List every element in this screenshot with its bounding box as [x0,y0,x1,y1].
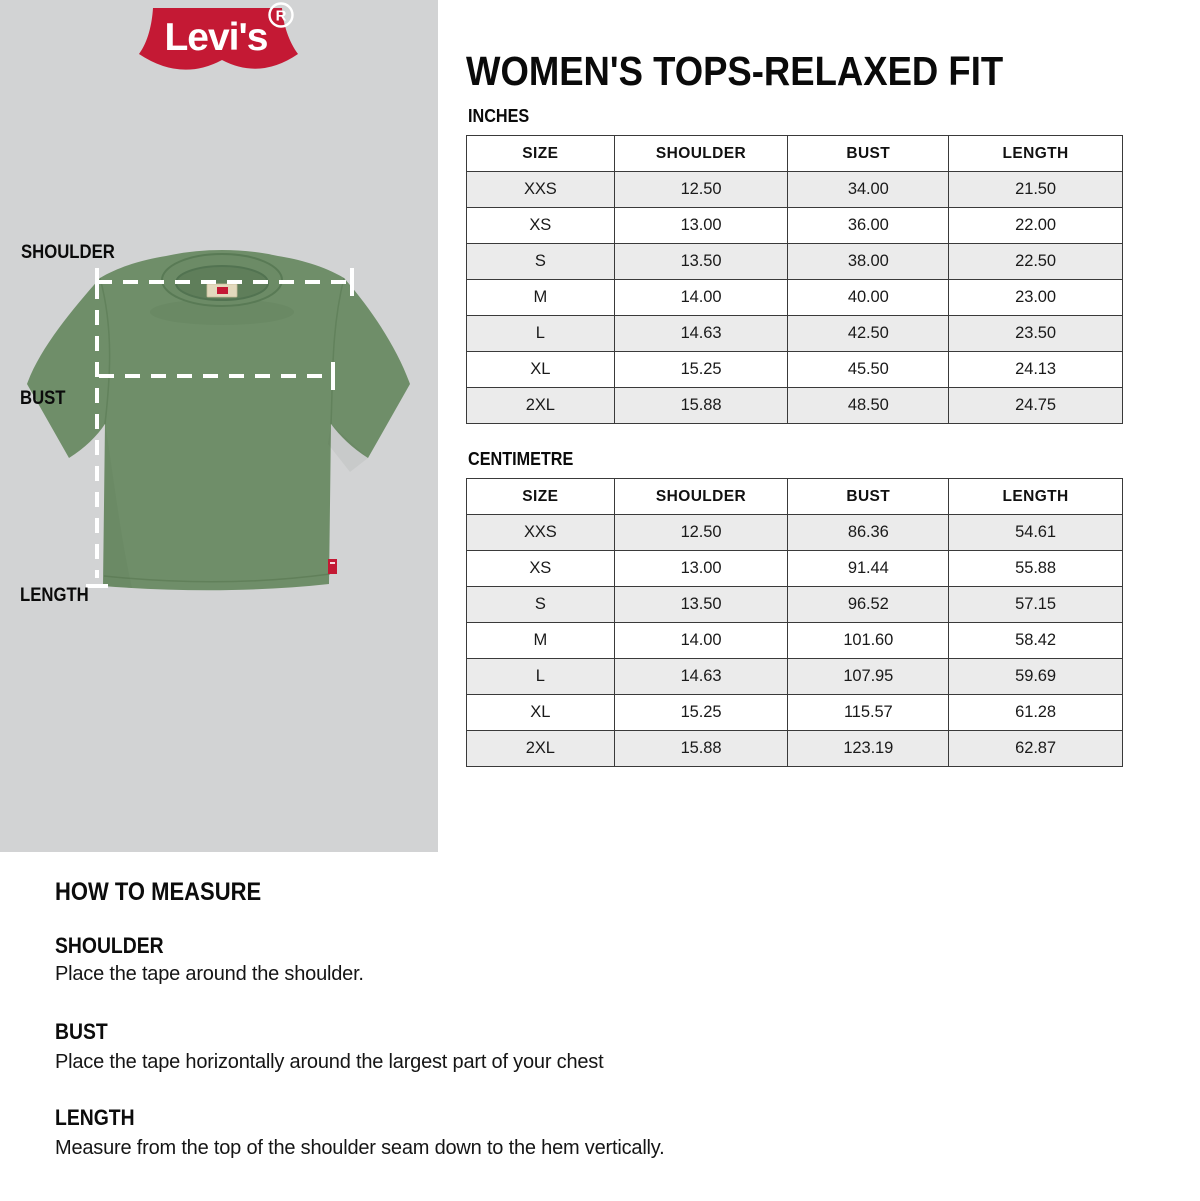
column-header: BUST [788,136,949,172]
table-header-row [467,479,1123,515]
column-header: BUST [788,479,949,515]
column-header: SHOULDER [614,136,788,172]
table-cell: XL [467,695,615,731]
table-cell: XS [467,551,615,587]
table-cell: 13.00 [614,551,788,587]
column-header: LENGTH [949,136,1123,172]
table-row [467,388,1123,424]
table-cell: 13.50 [614,244,788,280]
table-cell: S [467,244,615,280]
table-cell: 23.00 [949,280,1123,316]
table-cell: 2XL [467,388,615,424]
bust-label: BUST [20,388,66,409]
table-cell: 15.88 [614,388,788,424]
table-cell: 123.19 [788,731,949,767]
table-cell: 12.50 [614,515,788,551]
table-row [467,695,1123,731]
table-cell: 34.00 [788,172,949,208]
table-row [467,587,1123,623]
centimetre-size-table [466,478,1123,767]
centimetre-unit-label: CENTIMETRE [468,449,574,469]
table-cell: 96.52 [788,587,949,623]
table-cell: 38.00 [788,244,949,280]
how-to-length-text: Measure from the top of the shoulder seam down to the hem vertically. [55,1137,665,1159]
table-cell: 22.50 [949,244,1123,280]
table-cell: 40.00 [788,280,949,316]
table-row [467,316,1123,352]
table-cell: 62.87 [949,731,1123,767]
table-row [467,352,1123,388]
table-cell: 21.50 [949,172,1123,208]
table-row [467,551,1123,587]
table-cell: 57.15 [949,587,1123,623]
column-header: SHOULDER [614,479,788,515]
table-cell: XS [467,208,615,244]
table-cell: 48.50 [788,388,949,424]
neck-label-logo [217,287,228,294]
red-tab [328,559,337,574]
table-cell: 59.69 [949,659,1123,695]
logo-wordmark: Levi's [164,16,268,59]
table-cell: 55.88 [949,551,1123,587]
table-cell: XL [467,352,615,388]
inches-unit-label: INCHES [468,106,530,126]
table-row [467,515,1123,551]
how-to-length-heading: LENGTH [55,1105,135,1130]
table-cell: L [467,316,615,352]
table-row [467,172,1123,208]
shoulder-label: SHOULDER [21,242,115,263]
table-cell: 2XL [467,731,615,767]
inches-size-table [466,135,1123,424]
table-cell: XXS [467,172,615,208]
diagram-panel [0,0,438,852]
table-cell: 24.13 [949,352,1123,388]
table-cell: S [467,587,615,623]
how-to-shoulder-text: Place the tape around the shoulder. [55,963,364,985]
table-row [467,731,1123,767]
column-header: SIZE [467,479,615,515]
red-tab-text [330,562,335,564]
table-cell: 14.63 [614,316,788,352]
how-to-bust-text: Place the tape horizontally around the largest part of your chest [55,1051,604,1073]
table-cell: 86.36 [788,515,949,551]
registered-mark: R [275,7,287,25]
table-cell: 15.25 [614,352,788,388]
table-cell: M [467,280,615,316]
column-header: SIZE [467,136,615,172]
table-header-row [467,136,1123,172]
table-cell: 13.50 [614,587,788,623]
how-to-measure-title: HOW TO MEASURE [55,878,262,906]
table-cell: L [467,659,615,695]
table-row [467,208,1123,244]
how-to-bust-heading: BUST [55,1019,108,1044]
column-header: LENGTH [949,479,1123,515]
table-cell: M [467,623,615,659]
table-cell: 115.57 [788,695,949,731]
table-row [467,623,1123,659]
table-cell: 22.00 [949,208,1123,244]
table-cell: 13.00 [614,208,788,244]
table-cell: 14.00 [614,280,788,316]
table-cell: 58.42 [949,623,1123,659]
table-row [467,659,1123,695]
table-cell: 12.50 [614,172,788,208]
table-cell: 14.63 [614,659,788,695]
table-cell: 101.60 [788,623,949,659]
table-cell: 15.25 [614,695,788,731]
table-cell: 36.00 [788,208,949,244]
table-cell: 91.44 [788,551,949,587]
table-cell: 61.28 [949,695,1123,731]
how-to-shoulder-heading: SHOULDER [55,933,164,958]
table-cell: 107.95 [788,659,949,695]
table-cell: 15.88 [614,731,788,767]
table-cell: 14.00 [614,623,788,659]
page-title: WOMEN'S TOPS-RELAXED FIT [466,48,1004,94]
table-cell: 23.50 [949,316,1123,352]
table-row [467,280,1123,316]
table-cell: 24.75 [949,388,1123,424]
table-cell: 54.61 [949,515,1123,551]
length-label: LENGTH [20,585,89,606]
table-cell: 45.50 [788,352,949,388]
table-row [467,244,1123,280]
tshirt-illustration [0,0,438,852]
table-cell: 42.50 [788,316,949,352]
table-cell: XXS [467,515,615,551]
